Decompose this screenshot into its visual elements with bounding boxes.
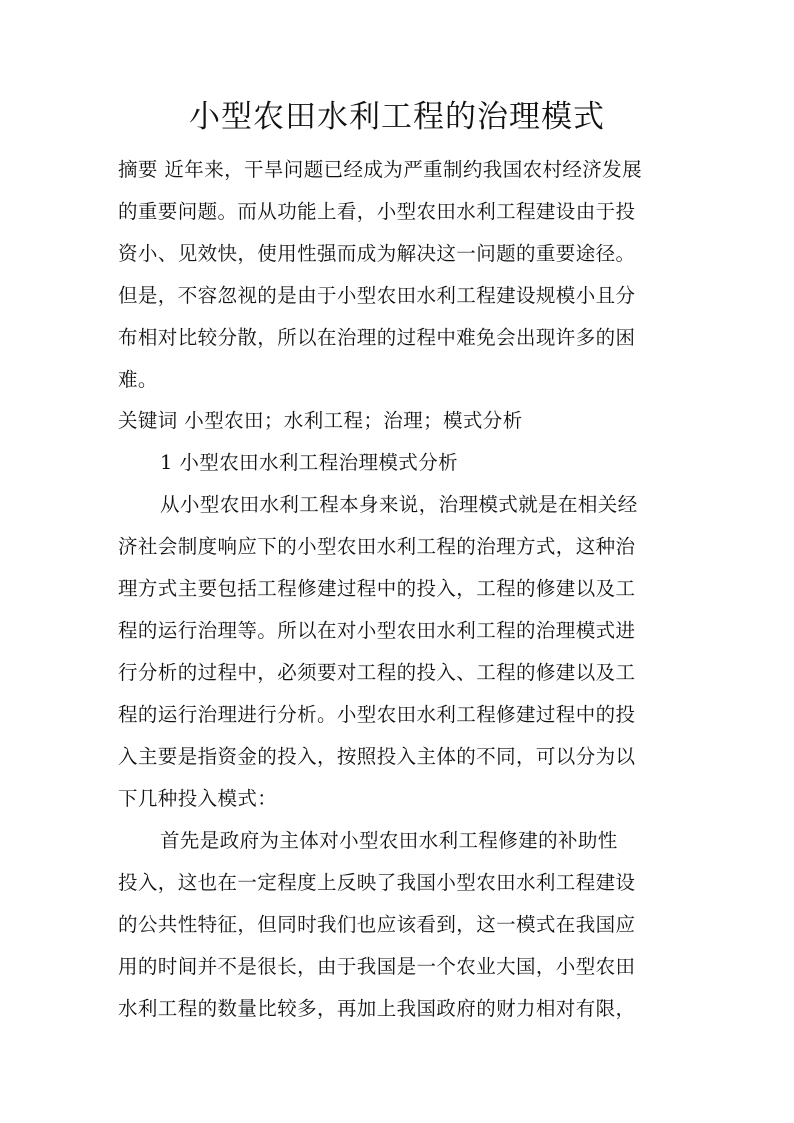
abstract-line: 的重要问题。而从功能上看，小型农田水利工程建设由于投	[118, 200, 636, 223]
abstract-line: 但是，不容忽视的是由于小型农田水利工程建设规模小且分	[118, 284, 636, 307]
abstract-line: 资小、见效快，使用性强而成为解决这一问题的重要途径。	[118, 242, 636, 265]
section-heading: 1 小型农田水利工程治理模式分析	[160, 451, 459, 474]
abstract-line: 布相对比较分散，所以在治理的过程中难免会出现许多的困	[118, 326, 636, 349]
paragraph-line: 行分析的过程中，必须要对工程的投入、工程的修建以及工	[118, 661, 636, 684]
abstract-line: 难。	[118, 368, 158, 391]
paragraph-line: 济社会制度响应下的小型农田水利工程的治理方式，这种治	[118, 535, 636, 558]
paragraph-line: 首先是政府为主体对小型农田水利工程修建的补助性	[160, 829, 618, 852]
paragraph-line: 用的时间并不是很长，由于我国是一个农业大国，小型农田	[118, 955, 636, 978]
paragraph-line: 入主要是指资金的投入，按照投入主体的不同，可以分为以	[118, 745, 636, 768]
keywords-line: 关键词 小型农田；水利工程；治理；模式分析	[118, 409, 523, 432]
paragraph-line: 下几种投入模式：	[118, 787, 278, 810]
document-title: 小型农田水利工程的治理模式	[189, 99, 605, 135]
paragraph-line: 水利工程的数量比较多，再加上我国政府的财力相对有限，	[118, 997, 636, 1020]
paragraph-line: 的公共性特征，但同时我们也应该看到，这一模式在我国应	[118, 913, 636, 936]
abstract-line: 摘要 近年来，干旱问题已经成为严重制约我国农村经济发展	[118, 158, 642, 181]
paragraph-line: 程的运行治理等。所以在对小型农田水利工程的治理模式进	[118, 619, 636, 642]
paragraph-line: 投入，这也在一定程度上反映了我国小型农田水利工程建设	[118, 871, 636, 894]
paragraph-line: 程的运行治理进行分析。小型农田水利工程修建过程中的投	[118, 703, 636, 726]
paragraph-line: 理方式主要包括工程修建过程中的投入，工程的修建以及工	[118, 577, 636, 600]
paragraph-line: 从小型农田水利工程本身来说，治理模式就是在相关经	[160, 493, 638, 516]
